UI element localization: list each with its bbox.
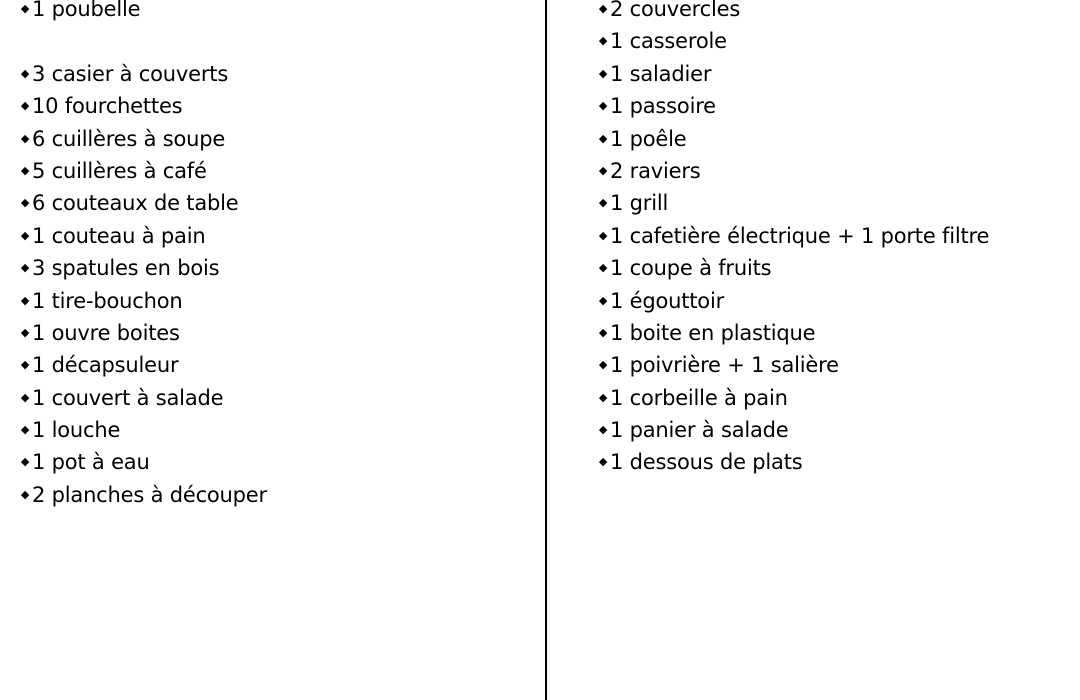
list-item: ◆ 1 cafetière électrique + 1 porte filtre [596,220,1066,252]
list-item: ◆ 1 égouttoir [596,285,1066,317]
list-item: ◆ 6 couteaux de table [18,187,518,219]
diamond-bullet-icon: ◆ [598,196,608,210]
diamond-bullet-icon: ◆ [598,228,608,242]
list-item: ◆ 1 couteau à pain [18,220,518,252]
diamond-bullet-icon: ◆ [20,455,30,469]
list-item: ◆ 1 couvert à salade [18,382,518,414]
list-item: ◆ 6 cuillères à soupe [18,123,518,155]
diamond-bullet-icon: ◆ [598,293,608,307]
list-item: ◆ 10 fourchettes [18,90,518,122]
diamond-bullet-icon: ◆ [20,163,30,177]
list-item: ◆ 1 grill [596,187,1066,219]
diamond-bullet-icon: ◆ [20,228,30,242]
diamond-bullet-icon: ◆ [20,99,30,113]
list-item: ◆ 1 casserole [596,25,1066,57]
left-inventory-list [18,0,518,511]
diamond-bullet-icon: ◆ [598,358,608,372]
list-item: ◆ 1 décapsuleur [18,349,518,381]
diamond-bullet-icon: ◆ [20,487,30,501]
list-item: ◆ 2 couvercles [596,0,1066,25]
list-item: ◆ 1 pot à eau [18,446,518,478]
list-item: ◆ 1 poivrière + 1 salière [596,349,1066,381]
diamond-bullet-icon: ◆ [598,390,608,404]
diamond-bullet-icon: ◆ [20,196,30,210]
diamond-bullet-icon: ◆ [20,358,30,372]
list-item: ◆ 2 raviers [596,155,1066,187]
diamond-bullet-icon: ◆ [598,261,608,275]
diamond-bullet-icon: ◆ [20,66,30,80]
diamond-bullet-icon: ◆ [598,99,608,113]
diamond-bullet-icon: ◆ [20,293,30,307]
list-item: ◆ 1 passoire [596,90,1066,122]
diamond-bullet-icon: ◆ [598,2,608,15]
list-item: ◆ 1 boite en plastique [596,317,1066,349]
list-item: ◆ 1 poubelle [18,0,518,25]
column-divider [545,0,547,700]
diamond-bullet-icon: ◆ [20,131,30,145]
diamond-bullet-icon: ◆ [598,455,608,469]
right-inventory-list [596,0,1066,479]
diamond-bullet-icon: ◆ [20,423,30,437]
list-item: ◆ 1 poêle [596,123,1066,155]
diamond-bullet-icon: ◆ [598,34,608,48]
list-item: ◆ 3 casier à couverts [18,58,518,90]
diamond-bullet-icon: ◆ [598,163,608,177]
list-item: ◆ 1 ouvre boites [18,317,518,349]
list-item: ◆ 1 coupe à fruits [596,252,1066,284]
diamond-bullet-icon: ◆ [598,423,608,437]
list-item: ◆ 1 tire-bouchon [18,285,518,317]
list-gap [18,25,518,57]
list-item: ◆ 1 dessous de plats [596,446,1066,478]
diamond-bullet-icon: ◆ [20,325,30,339]
diamond-bullet-icon: ◆ [598,66,608,80]
list-item: ◆ 1 panier à salade [596,414,1066,446]
list-item: ◆ 1 louche [18,414,518,446]
diamond-bullet-icon: ◆ [20,261,30,275]
list-item: ◆ 5 cuillères à café [18,155,518,187]
list-item: ◆ 1 saladier [596,58,1066,90]
diamond-bullet-icon: ◆ [20,2,30,15]
list-item: ◆ 3 spatules en bois [18,252,518,284]
diamond-bullet-icon: ◆ [598,131,608,145]
list-item: ◆ 2 planches à découper [18,479,518,511]
list-item: ◆ 1 corbeille à pain [596,382,1066,414]
diamond-bullet-icon: ◆ [20,390,30,404]
diamond-bullet-icon: ◆ [598,325,608,339]
